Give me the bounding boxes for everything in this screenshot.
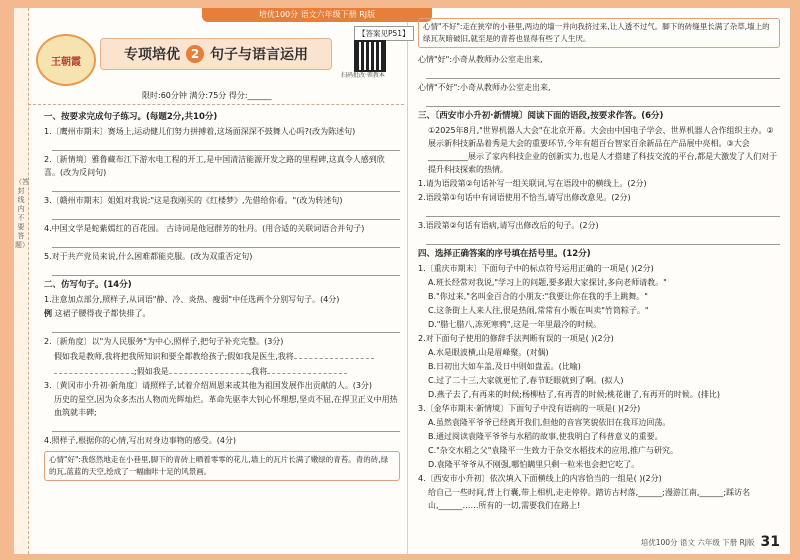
mood-example-box-2: 心情"不好":走在狭窄的小巷里,两边的墙一并向我挤过来,让人透不过气。脚下的砖缝里长满了杂草,墙上的绿瓦灰暗破旧,就至是的青苔也显得有些了人生厌。 (418, 18, 780, 48)
answer-line[interactable] (52, 322, 400, 333)
answer-line[interactable] (52, 237, 400, 248)
section1-heading: 一、按要求完成句子练习。(每题2分,共10分) (44, 112, 218, 122)
answer-line[interactable] (52, 209, 400, 220)
option-a: A.水是眼波横,山是眉峰聚。(对偶) (428, 348, 549, 357)
answer-line[interactable] (426, 96, 780, 107)
example-text: 这裙子腰得夜子都快排了。 (54, 309, 151, 318)
question-3-1: 1.请为语段第②句话补写一组关联词,写在语段中的横线上。(2分) (418, 179, 647, 188)
answer-reference: 【答案见P51】 (354, 26, 414, 41)
mood-bad-prompt: 心情"不好":小奇从教师办公室走出来, (418, 83, 551, 92)
question-4-4-text: 给自己一些时间,背上行囊,带上相机,走走停停。踏访古村落,______;漫游江南,______;踩访名山,______……所有的一切,需要我们在路上! (428, 488, 751, 510)
question-3-2: 2.语段第①句话中有词语使用不恰当,请写出修改意见。(2分) (418, 193, 631, 202)
option-b: B.通过阅读袁隆平爷爷与水稻的故事,使我明白了科普意义的重要。 (428, 432, 663, 441)
binding-margin (14, 8, 29, 554)
answer-line[interactable] (52, 421, 400, 432)
example-label: 例 (44, 308, 52, 318)
exam-meta: 限时:60分钟 满分:75分 得分:______ (142, 91, 272, 100)
page-footer (641, 534, 780, 550)
mood-example-box: 心情"好":我悠然地走在小巷里,脚下的青砖上晒着零零的花儿,墙上的瓦片长满了嫩绿的青苔。青的砖,绿的瓦,蓝蓝的天空,绘成了一幅幽咔十足的风景画。 (44, 451, 400, 481)
question-2-4: 4.照样子,根据你的心情,写出对身边事物的感受。(4分) (44, 436, 237, 445)
section2-heading: 二、仿写句子。(14分) (44, 280, 132, 290)
mood-good-prompt: 心情"好":小奇从教师办公室走出来, (418, 55, 543, 64)
question-3-3: 3.语段第②句话有语病,请写出修改后的句子。(2分) (418, 221, 599, 230)
option-a: A.班长经常对我说,"学习上的问题,要多跟大家探讨,多向老师请教。" (428, 278, 667, 287)
page-fold-line (407, 8, 408, 554)
option-c: C."杂交水稻之父"袁隆平一生致力于杂交水稻技术的应用,推广与研究。 (428, 446, 679, 455)
question-2-2-stem-2 (44, 364, 400, 378)
question-2-3-example: 历史的星空,因为众多杰出人物而光辉灿烂。革命先驱李大钊心怀理想,坚贞不屈,在捍卫正义中用热血筑就丰碑; (54, 395, 398, 417)
question-2-2: 2.〔新角度〕以"为人民服务"为中心,照样子,把句子补充完整。(3分) (44, 337, 284, 346)
option-b: B.日初出大如车盖,及日中则如盘盂。(比喻) (428, 362, 581, 371)
answer-line[interactable] (52, 140, 400, 151)
question-4-2: 2.对下面句子使用的修辞手法判断有误的一项是( )(2分) (418, 334, 614, 343)
answer-line[interactable] (52, 181, 400, 192)
fill-prompt: ;假如我是 (134, 367, 169, 376)
question-1-1: 1.〔鹰州市期末〕赛场上,运动健儿们努力拼搏着,这场面深深不鼓舞人心吗?(改为陈述句) (44, 127, 356, 136)
passage: ①2025年8月,"世界机器人大会"在北京开幕。大会由中国电子学会、世界机器人合作组织主办。②展示新科技新品着秀是大会的重要环节,今年有超百台智家百余新品在产品展中亮相。③大会__________展示了家内科技企业的创新实力,也是人才搭建了科技交流的平台,都是大激发了人们对于提升科技探索的热情。 (428, 126, 778, 174)
option-c: C.过了二十三,大家就更忙了,春节眨眼就到了啊。(拟人) (428, 376, 624, 385)
section-title (100, 38, 332, 70)
section-title-main: 句子与语言运用 (210, 47, 308, 63)
option-a: A.虽然袁隆平爷爷已经离开我们,但他的音容笑貌依旧在我耳边回荡。 (428, 418, 671, 427)
option-d: D."腊七腊八,冻死寒鸦",这是一年里最冷的时候。 (428, 320, 602, 329)
option-d: D.燕子去了,有再来的时候;杨柳枯了,有再青的时候;桃花谢了,有再开的时候。(排比) (428, 390, 720, 399)
section4-heading: 四、选择正确答案的序号填在括号里。(12分) (418, 249, 591, 259)
fill-prompt: 假如我是教师,我将把我所知识和要全都教给孩子;假如我是医生,我将 (54, 352, 294, 361)
question-1-2: 2.〔新情境〕雅鲁藏布江下游水电工程的开工,是中国清洁能源开发之路的里程碑,这真令人感到欣喜。(改为反问句) (44, 155, 385, 177)
fill-blank[interactable] (54, 364, 134, 374)
worksheet-page (14, 8, 790, 554)
question-1-3: 3.〔赣州市期末〕姐姐对我说:"这是我刚买的《红楼梦》,先借给你看。"(改为转述句) (44, 196, 343, 205)
qr-caption: 扫码批改·领教本 (341, 72, 385, 79)
top-band: 培优100分 语文六年级下册 RJ版 (202, 8, 432, 22)
page-number: 31 (760, 534, 780, 550)
brand-logo-text: 王朝霞 (51, 56, 81, 68)
fill-blank[interactable] (267, 364, 347, 374)
fill-blank[interactable] (169, 364, 249, 374)
section3-heading: 三、〔西安市小升初·新情境〕阅读下面的语段,按要求作答。(6分) (418, 111, 664, 121)
question-4-1: 1.〔重庆市期末〕下面句子中的标点符号运用正确的一项是( )(2分) (418, 264, 654, 273)
question-2-1: 1.注意加点部分,照样子,从词语"静、冷、炎热、瘦弱"中任选两个分别写句子。(4分) (44, 295, 340, 304)
fill-prompt: ,我将 (248, 367, 268, 376)
option-b: B."你过来,"名叫金百合的小朋友:"我要让你在我的手上跳舞。" (428, 292, 648, 301)
question-4-3: 3.〔金华市期末·新情境〕下面句子中没有语病的一项是( )(2分) (418, 404, 641, 413)
binding-note: （答封线内不要答题） (15, 178, 29, 249)
left-column (44, 108, 400, 481)
answer-line[interactable] (52, 265, 400, 276)
question-1-5: 5.对于共产党员来说,什么困难都能克服。(改为双重否定句) (44, 252, 253, 261)
qr-code-icon[interactable] (354, 40, 386, 72)
question-1-4: 4.中国文学是蛇紫嫣红的百花园。 古诗词是他冠群芳的牡丹。(用合适的关联词语合并句子) (44, 224, 365, 233)
question-2-3: 3.〔黄冈市小升初·新角度〕请照样子,试着介绍周恩来或其他为祖国发展作出贡献的人。(3分) (44, 381, 373, 390)
section-number-badge: 2 (186, 45, 204, 63)
section-title-prefix: 专项培优 (124, 47, 180, 63)
header-divider (28, 104, 404, 105)
example-line (44, 307, 400, 320)
option-d: D.袁隆平爷爷从不刚强,哪怕瞒里只剩一粒米也会把它吃了。 (428, 460, 640, 469)
option-c: C.这条街上人来人往,很是热闹,常常有小贩在叫卖"竹筒粽子。" (428, 306, 649, 315)
footer-series: 培优100分 语文 六年级 下册 RJ版 (640, 537, 755, 547)
fill-blank[interactable] (294, 349, 374, 359)
brand-logo (36, 34, 96, 86)
answer-line[interactable] (426, 234, 780, 245)
answer-line[interactable] (426, 206, 780, 217)
question-2-2-stem (44, 349, 400, 363)
answer-line[interactable] (426, 68, 780, 79)
right-column (418, 14, 780, 513)
question-4-4: 4.〔西安市小升初〕依次填入下面横线上的内容恰当的一组是( )(2分) (418, 474, 662, 483)
